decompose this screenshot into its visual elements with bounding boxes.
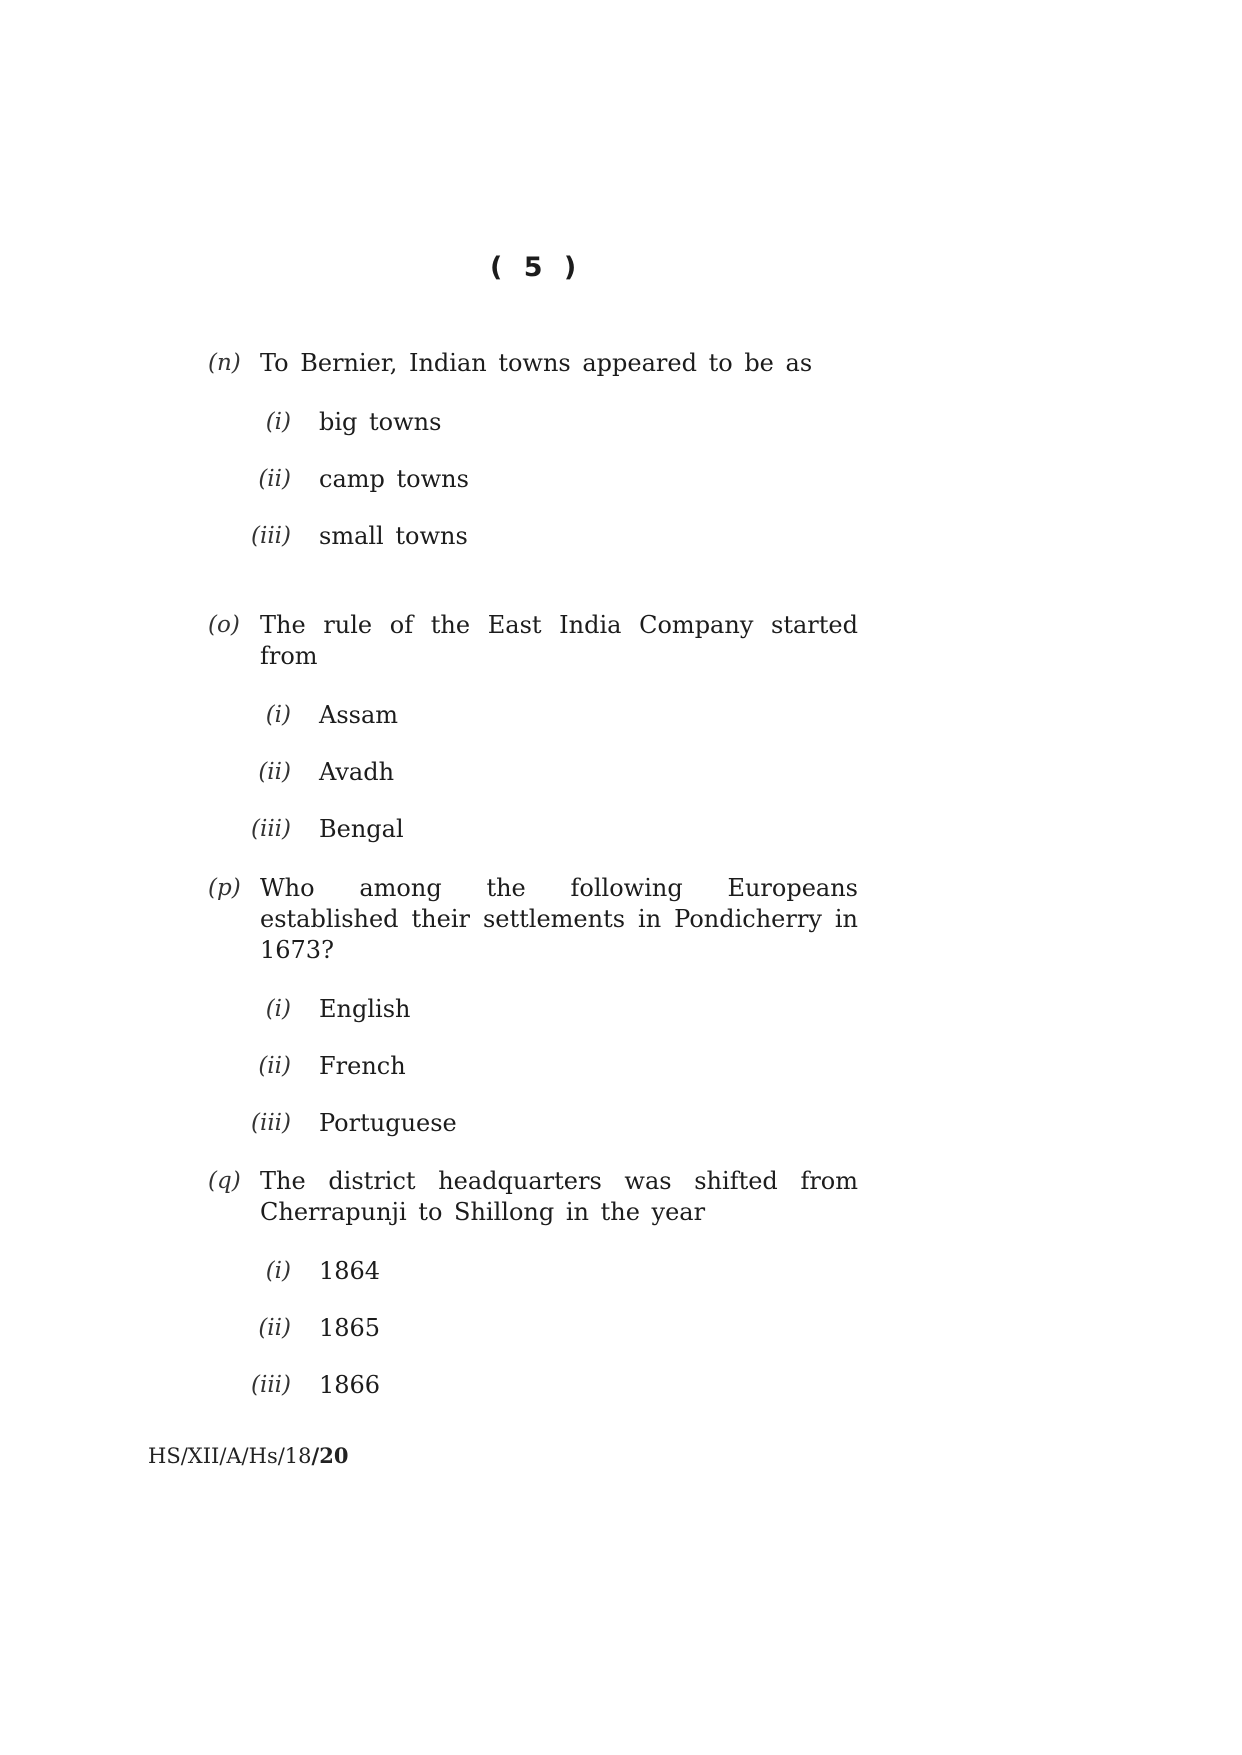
option-label: (iii) xyxy=(250,1372,291,1398)
option-item[interactable] xyxy=(208,700,858,731)
option-item[interactable] xyxy=(208,1313,858,1344)
option-item[interactable] xyxy=(208,1256,858,1287)
option-text: Assam xyxy=(319,701,399,729)
option-label: (iii) xyxy=(250,523,291,549)
option-label: (ii) xyxy=(258,466,291,492)
option-text: French xyxy=(319,1052,406,1080)
option-text: Bengal xyxy=(319,815,404,843)
option-text: 1865 xyxy=(319,1314,381,1342)
option-label: (ii) xyxy=(258,759,291,785)
question-text: The rule of the East India Company started from xyxy=(260,611,858,670)
question-label: (p) xyxy=(208,875,241,901)
footer-code xyxy=(148,1443,348,1468)
option-label: (i) xyxy=(265,996,291,1022)
option-item[interactable] xyxy=(208,1108,858,1139)
option-item[interactable] xyxy=(208,521,858,552)
question-o xyxy=(208,610,858,845)
question-text: To Bernier, Indian towns appeared to be as xyxy=(260,349,813,377)
option-item[interactable] xyxy=(208,1370,858,1401)
option-label: (iii) xyxy=(250,1110,291,1136)
option-item[interactable] xyxy=(208,757,858,788)
options-list xyxy=(208,1256,858,1401)
question-label: (q) xyxy=(208,1168,241,1194)
option-text: big towns xyxy=(319,408,442,436)
option-label: (i) xyxy=(265,409,291,435)
question-text: Who among the following Europeans established their settlements in Pondicherry in 1673? xyxy=(260,874,858,964)
footer-code-text: HS/XII/A/Hs/18 xyxy=(148,1444,312,1468)
option-text: 1866 xyxy=(319,1371,381,1399)
question-p xyxy=(208,873,858,1139)
option-text: Portuguese xyxy=(319,1109,457,1137)
options-list xyxy=(208,700,858,845)
option-label: (i) xyxy=(265,1258,291,1284)
option-label: (ii) xyxy=(258,1053,291,1079)
option-text: 1864 xyxy=(319,1257,381,1285)
option-item[interactable] xyxy=(208,1051,858,1082)
options-list xyxy=(208,407,858,552)
option-text: small towns xyxy=(319,522,468,550)
option-text: English xyxy=(319,995,411,1023)
option-label: (iii) xyxy=(250,816,291,842)
page-number: ( 5 ) xyxy=(490,252,583,283)
question-label: (n) xyxy=(208,350,241,376)
question-n xyxy=(208,348,858,552)
option-item[interactable] xyxy=(208,994,858,1025)
option-label: (i) xyxy=(265,702,291,728)
option-text: camp towns xyxy=(319,465,469,493)
option-item[interactable] xyxy=(208,814,858,845)
question-label: (o) xyxy=(208,612,240,638)
option-item[interactable] xyxy=(208,464,858,495)
question-text: The district headquarters was shifted from Cherrapunji to Shillong in the year xyxy=(260,1167,858,1226)
option-item[interactable] xyxy=(208,407,858,438)
options-list xyxy=(208,994,858,1139)
question-q xyxy=(208,1166,858,1401)
option-label: (ii) xyxy=(258,1315,291,1341)
option-text: Avadh xyxy=(319,758,395,786)
footer-code-suffix: /20 xyxy=(311,1443,349,1468)
